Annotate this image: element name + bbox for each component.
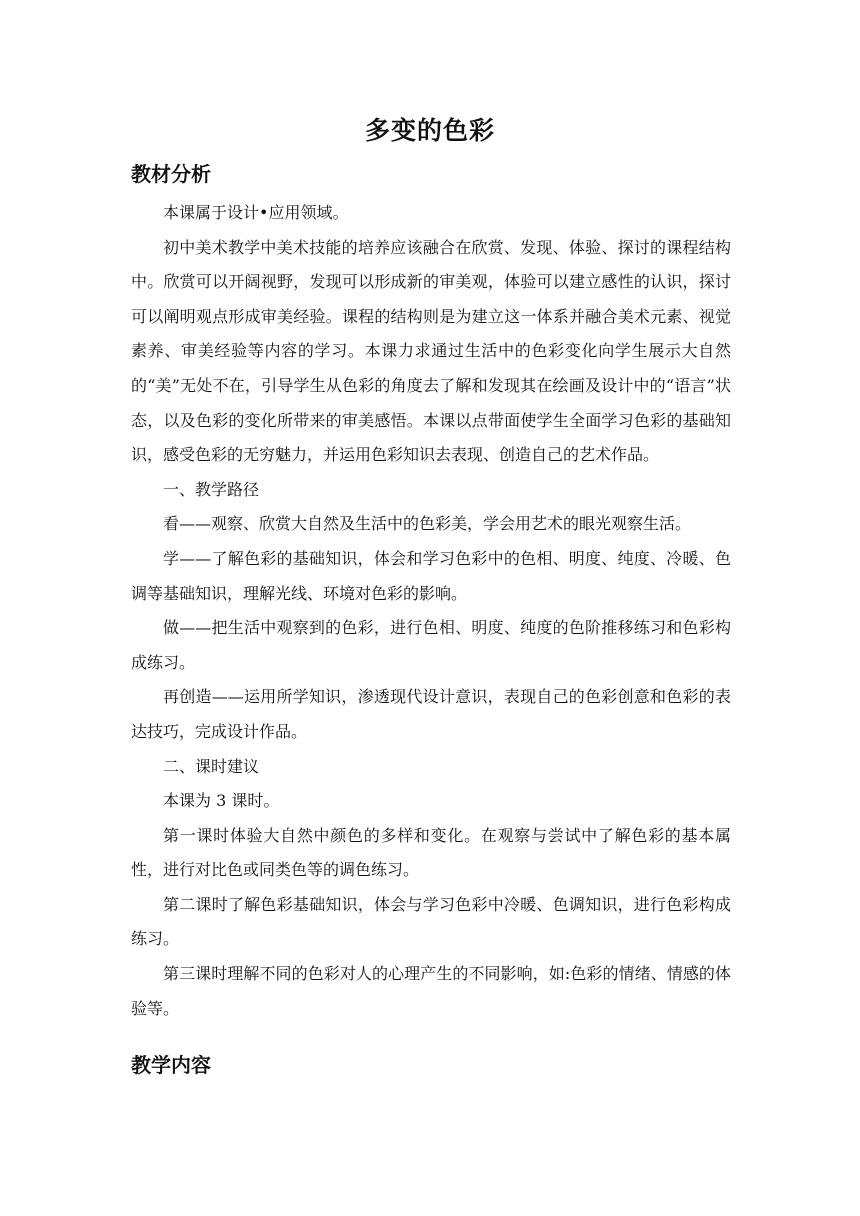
section-heading-textbook-analysis: 教材分析 bbox=[131, 162, 211, 186]
paragraph-lesson-two: 第二课时了解色彩基础知识，体会与学习色彩中冷暖、色调知识，进行色彩构成练习。 bbox=[131, 894, 731, 949]
paragraph-lesson-suggestion-heading: 二、课时建议 bbox=[163, 756, 260, 776]
paragraph-domain: 本课属于设计•应用领域。 bbox=[163, 203, 349, 222]
paragraph-learn: 学——了解色彩的基础知识，体会和学习色彩中的色相、明度、纯度、冷暖、色调等基础知识，理解光线、环境对色彩的影响。 bbox=[131, 548, 731, 603]
paragraph-lesson-one: 第一课时体验大自然中颜色的多样和变化。在观察与尝试中了解色彩的基本属性，进行对比色或同类色等的调色练习。 bbox=[131, 825, 731, 880]
section-heading-teaching-content: 教学内容 bbox=[131, 1053, 211, 1077]
document-title: 多变的色彩 bbox=[364, 116, 495, 145]
document-body bbox=[131, 196, 731, 1026]
paragraph-intro: 初中美术教学中美术技能的培养应该融合在欣赏、发现、体验、探讨的课程结构中。欣赏可以开阔视野，发现可以形成新的审美观，体验可以建立感性的认识，探讨可以阐明观点形成审美经验。课程的结构则是为建立这一体系并融合美术元素、视觉素养、审美经验等内容的学习。本课力求通过生活中的色彩变化向学生展示大自然的“美”无处不在，引导学生从色彩的角度去了解和发现其在绘画及设计中的“语言”状态，以及色彩的变化所带来的审美感悟。本课以点带面使学生全面学习色彩的基础知识，感受色彩的无穷魅力，并运用色彩知识去表现、创造自己的艺术作品。 bbox=[131, 237, 731, 465]
paragraph-lesson-count: 本课为 3 课时。 bbox=[163, 791, 280, 811]
paragraph-do: 做——把生活中观察到的色彩，进行色相、明度、纯度的色阶推移练习和色彩构成练习。 bbox=[131, 618, 731, 672]
paragraph-lesson-three: 第三课时理解不同的色彩对人的心理产生的不同影响，如:色彩的情绪、情感的体验等。 bbox=[131, 964, 731, 1018]
paragraph-recreate: 再创造——运用所学知识，渗透现代设计意识，表现自己的色彩创意和色彩的表达技巧，完成设计作品。 bbox=[131, 687, 731, 741]
paragraph-teaching-path-heading: 一、教学路径 bbox=[163, 479, 260, 499]
paragraph-look: 看——观察、欣赏大自然及生活中的色彩美，学会用艺术的眼光观察生活。 bbox=[163, 514, 692, 534]
